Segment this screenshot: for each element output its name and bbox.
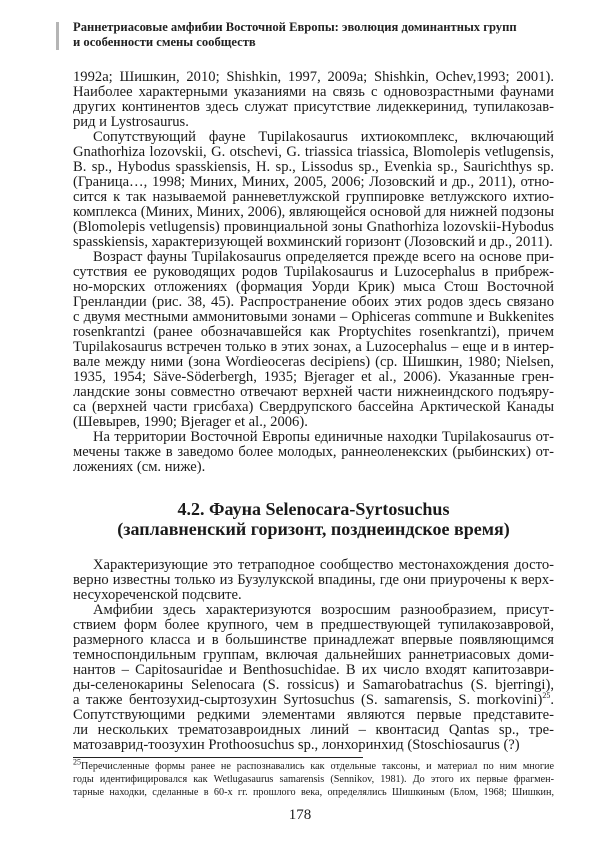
footnote-reference[interactable]: 25 [542,691,551,701]
text-line [73,430,554,445]
text-line-content: комплекса (Миних, Миних, 2006), являющейся основой для нижней подзоны [73,204,554,220]
text-line-content: Характеризующие это тетраподное сообщество местонахождения досто- [93,557,554,573]
text-line-content: верно известны только из Бузулукской впадины, где они приурочены к верх- [73,572,554,588]
text-line-content: Gnathorhiza lozovskii, G. otschevi, G. triassica triassica, Blomolepis vetlugensis, [73,144,554,160]
text-line-content: са (верхней части грисбаха) Свердрупского бассейна Арктической Канады [73,399,554,415]
footnote-line [73,773,554,786]
text-line [73,280,554,295]
text-line-content: 1935, 1954; Säve-Söderbergh, 1935; Bjerager et al., 2006). Указанные грен- [73,369,554,385]
text-line-content: сутствия ее руководящих родов Tupilakosaurus и Luzocephalus в прибреж- [73,264,554,280]
footnote-line-content: годы идентифицировался как Wetlugasaurus samarensis (Sennikov, 1981). До этого их первые фрагмен- [73,774,554,785]
text-line [73,175,554,190]
text-line [73,100,554,115]
text-line [73,415,554,430]
text-line [73,340,554,355]
text-line-content: а также бентозухид-сыртозухин Syrtosuchus (S. samarensis, S. morkovini) [73,692,543,708]
paragraphs-before-heading [73,70,554,475]
text-line-content: Сопутствующий фауне Tupilakosaurus ихтиокомплекс, включающий [93,129,554,145]
text-line [73,558,554,573]
text-line [73,445,554,460]
text-line [73,265,554,280]
text-line-content: темноспондильным группам, включая дальнейших раннетриасовых доми- [73,647,554,663]
text-line-content: но-морских отложениях (формация Уорди Крик) мыса Стош Восточной [73,279,554,295]
text-line-content: нантов – Capitosauridae и Benthosuchidae. В их число входят капитозаври- [73,662,554,678]
text-line [73,295,554,310]
text-line [73,648,554,663]
text-line-content: (Граница…, 1998; Миних, Миних, 2005, 2006; Лозовский и др., 2011), отно- [73,174,554,190]
text-line [73,723,554,738]
footnote-line-content: тарные находки, сделанные в 60-х гг. прошлого века, определялись Шишкиным (Блом, 1968; Шишкин, [73,787,554,798]
running-header [73,20,553,50]
footnote-rule [73,757,363,758]
text-line-content: других континентов здесь служат присутствие лидеккеринид, тупилакозав- [73,99,554,115]
footnote-line-content: Перечисленные формы ранее не распознавались как отдельные таксоны, и материал по ним многие [81,761,554,772]
text-line-content: B. sp., Hybodus spasskiensis, H. sp., Lissodus sp., Evenkia sp., Saurichthys sp. [73,159,554,175]
paragraph [73,558,554,603]
text-line [73,400,554,415]
text-line-content: матозаврид-тоозухин Prothoosuchus sp., лонхоринхид (Stoschiosaurus (?) [73,737,520,753]
text-line [73,235,554,250]
text-line-content: сится к так называемой ранневетлужской группировке ветлужского ихтио- [73,189,554,205]
text-line-content: 1992a; Шишкин, 2010; Shishkin, 1997, 2009a; Shishkin, Ochev,1993; 2001). [73,69,554,85]
paragraph [73,250,554,430]
text-line [73,663,554,678]
text-line [73,325,554,340]
text-line [73,130,554,145]
text-line [73,220,554,235]
paragraph [73,130,554,250]
text-line [73,603,554,618]
text-line [73,738,554,753]
paragraphs-after-heading [73,558,554,753]
text-line [73,160,554,175]
text-line [73,190,554,205]
text-line-content: вале между ними (зона Wordieoceras decipiens) (ср. Шишкин, 1980; Nielsen, [73,354,554,370]
running-header-bar [56,22,59,50]
text-line-content: ложениях (см. ниже). [73,459,206,475]
footnote [73,757,554,799]
text-line-content: ствием форм более крупного, чем в предшествующей тупилакозавровой, [73,617,554,633]
text-line-content: (Blomolepis vetlugensis) провинциальной зоны Gnathorhiza lozovskii-Hybodus [73,219,554,235]
section-heading [73,499,554,539]
text-line-content: с двумя местными аммонитовыми зонами – Ophiceras commune и Bukkenites [73,309,554,325]
text-line-content: (Шевырев, 1990; Bjerager et al., 2006). [73,414,308,430]
text-line [73,355,554,370]
text-line-content: размерного класса и в большинстве принадлежат впервые появляющимся [73,632,554,648]
text-line [73,115,554,130]
footnote-line [73,757,554,773]
text-line-content: мечены также в заведомо более молодых, раннеоленекских (рыбинских) от- [73,444,554,460]
page-body [73,70,554,753]
text-line [73,310,554,325]
text-line-content: рид и Lystrosaurus. [73,114,189,130]
page-number: 178 [288,807,312,823]
paragraph [73,70,554,130]
text-line [73,633,554,648]
text-line-content: Гренландии (рис. 38, 45). Распространение обоих этих родов здесь связано [73,294,554,310]
text-line [73,370,554,385]
paragraph [73,430,554,475]
text-line [73,385,554,400]
text-line-content: spasskiensis, характеризующей вохминский горизонт (Лозовский и др., 2011). [73,234,553,250]
text-line [73,460,554,475]
text-line-content: Наиболее характерными указаниями на связь с одновозрастными фаунами [73,84,554,100]
section-heading-line: (заплавненский горизонт, позднеиндское время) [117,519,510,539]
text-line [73,85,554,100]
text-line-content: ландские зоны совместно отвечают верхней части нижнеиндского подъяру- [73,384,554,400]
running-header-line: Раннетриасовые амфибии Восточной Европы: эволюция доминантных групп [73,20,517,34]
text-line-content: Амфибии здесь характеризуются возросшим разнообразием, присут- [93,602,554,618]
text-line [73,573,554,588]
text-line [73,693,554,708]
text-line-content: Сопутствующими редкими элементами являются первые представите- [73,707,554,723]
text-line [73,205,554,220]
text-line [73,250,554,265]
section-heading-line: 4.2. Фауна Selenocara-Syrtosuchus [177,499,450,519]
paragraph [73,603,554,753]
text-line-content: rosenkrantzi (ранее обозначавшейся как Proptychites rosenkrantzi), причем [73,324,554,340]
text-line-content: несухореченской подсвите. [73,587,242,603]
text-line-content: На территории Восточной Европы единичные находки Tupilakosaurus от- [93,429,554,445]
text-line [73,618,554,633]
text-line-content: Возраст фауны Tupilakosaurus определяется прежде всего на основе при- [93,249,554,265]
text-line-content: ли нескольких трематозавроидных линий – квонтасид Qantas sp., тре- [73,722,554,738]
footnote-line [73,786,554,799]
text-line [73,145,554,160]
footnote-marker: 25 [73,757,81,767]
running-header-line: и особенности смены сообществ [73,35,256,49]
text-line [73,588,554,603]
text-line [73,70,554,85]
text-line-content: Tupilakosaurus встречен только в этих зонах, а Luzocephalus – еще и в интер- [73,339,554,355]
text-line [73,678,554,693]
text-line-content: ды-селенокарины Selenocara (S. rossicus) и Samarobatrachus (S. bjerringi), [73,677,554,693]
text-line [73,708,554,723]
period: . [550,692,554,708]
